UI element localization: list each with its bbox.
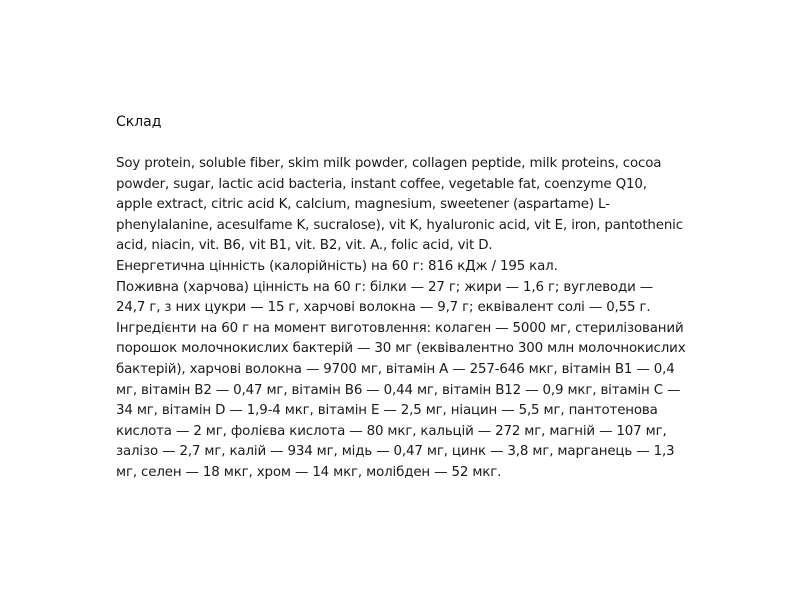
ingredients-paragraph: Soy protein, soluble fiber, skim milk powder, collagen peptide, milk proteins, cocoa powder, sugar, lactic acid bacteria, instant coffee, vegetable fat, coenzyme Q10, apple extract, citric acid K, calcium, magnesium, sweetener (aspartame) L-phenylalanine, acesulfame K, sucralose), vit K, hyaluronic acid, vit E, iron, pantothenic acid, niacin, vit. B6, vit B1, vit. B2, vit. A., folic acid, vit D. — [116, 156, 683, 254]
section-heading: Склад — [116, 114, 162, 130]
energy-value-paragraph: Енергетична цінність (калорійність) на 60 г: 816 кДж / 195 кал. — [116, 258, 558, 274]
composition-text — [116, 154, 686, 484]
nutrition-value-paragraph: Поживна (харчова) цінність на 60 г: білки — 27 г; жири — 1,6 г; вуглеводи — 24,7 г, з них цукри — 15 г, харчові волокна — 9,7 г; еквівалент солі — 0,55 г. — [116, 279, 654, 316]
composition-section — [116, 112, 686, 484]
active-ingredients-paragraph: Інгредієнти на 60 г на момент виготовлення: колаген — 5000 мг, стерилізований порошок молочнокислих бактерій — 30 мг (еквівалентно 300 млн молочнокислих бактерій), харчові волокна — 9700 мг, вітамін А — 257-646 мкг, вітамін В1 — 0,4 мг, вітамін В2 — 0,47 мг, вітамін В6 — 0,44 мг, вітамін В12 — 0,9 мкг, вітамін С — 34 мг, вітамін D — 1,9-4 мкг, вітамін Е — 2,5 мг, ніацин — 5,5 мг, пантотенова кислота — 2 мг, фолієва кислота — 80 мкг, кальцій — 272 мг, магній — 107 мг, залізо — 2,7 мг, калій — 934 мг, мідь — 0,47 мг, цинк — 3,8 мг, марганець — 1,3 мг, селен — 18 мкг, хром — 14 мкг, молібден — 52 мкг. — [116, 320, 686, 480]
